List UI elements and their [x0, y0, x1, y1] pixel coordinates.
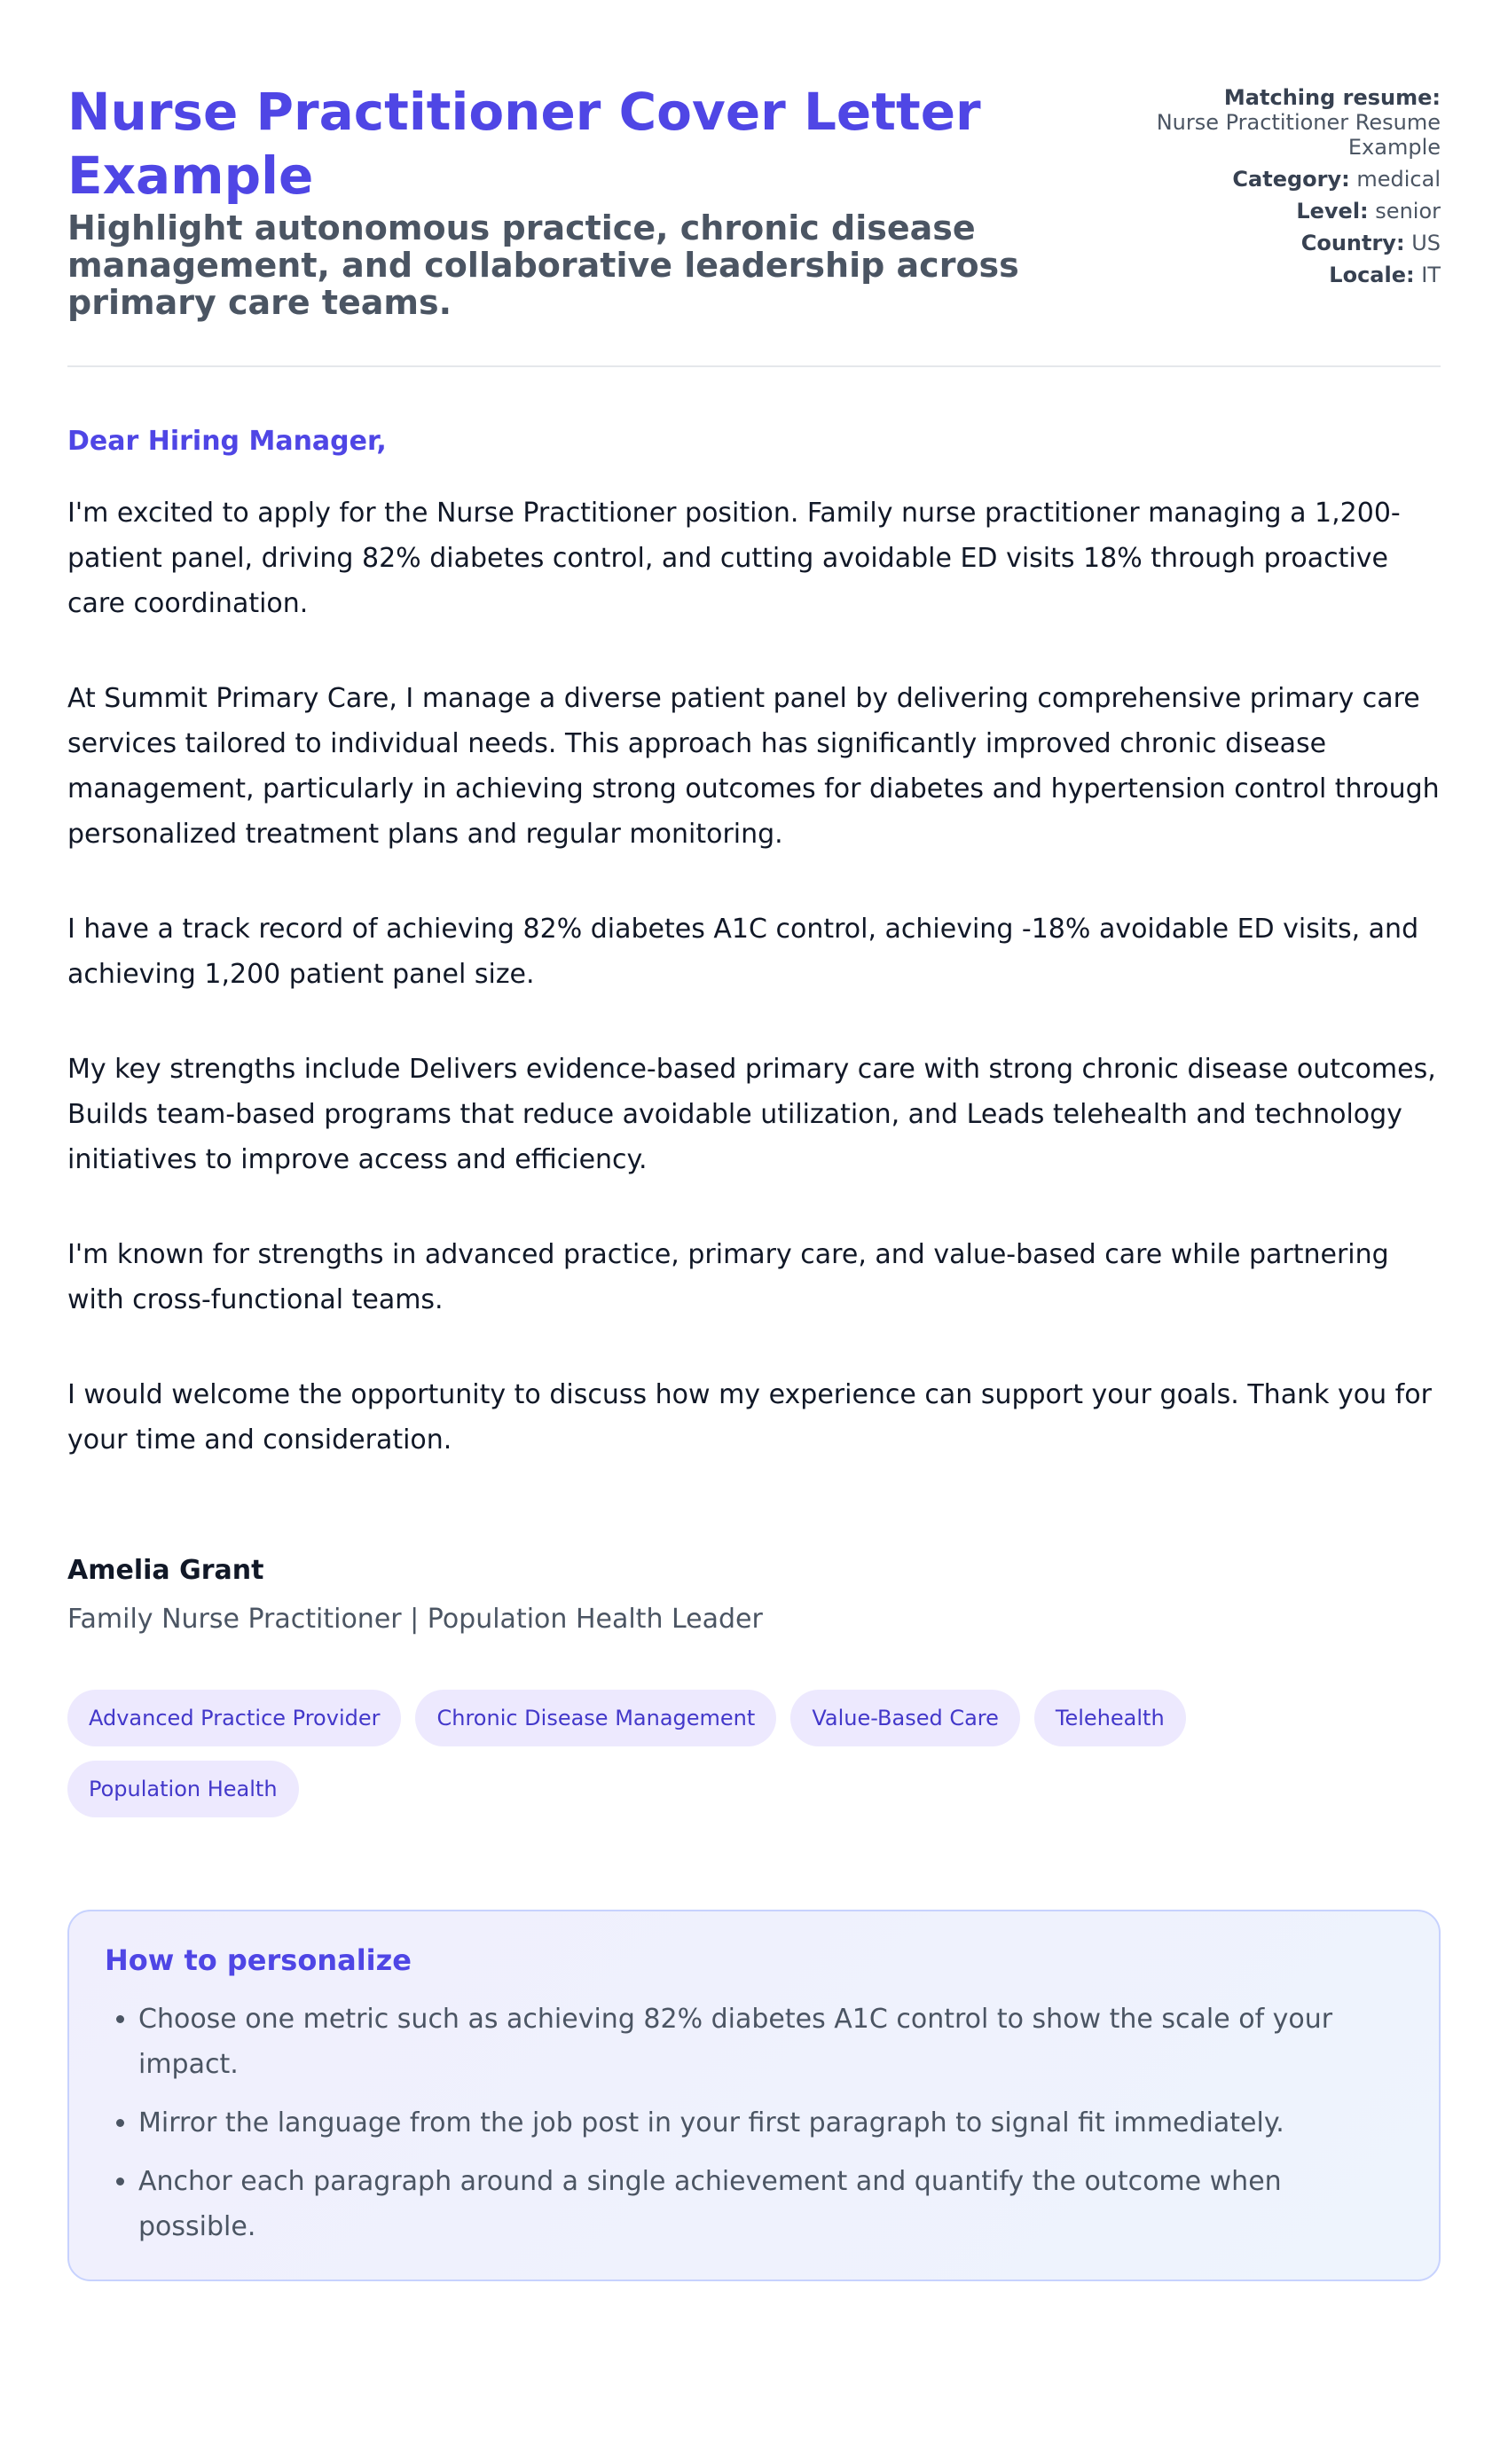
meta-level [1148, 199, 1441, 224]
tips-list-item: • Choose one metric such as achieving 82% diabetes A1C control to show the scale of your impact. [138, 1997, 1403, 2087]
keyword-tags [67, 1690, 1309, 1817]
meta-matching-resume-value[interactable]: Nurse Practitioner Resume Example [1156, 110, 1441, 160]
meta-category-value: medical [1356, 167, 1441, 192]
page-subtitle: Highlight autonomous practice, chronic disease management, and collaborative leadership across primary care teams. [67, 208, 1019, 322]
cover-letter-page [67, 0, 1441, 2281]
meta-matching-resume-label: Matching resume: [1223, 85, 1441, 110]
meta-country-label: Country: [1300, 231, 1405, 255]
tips-title: How to personalize [105, 1943, 412, 1977]
meta-category-label: Category: [1232, 167, 1350, 192]
tips-list-item: • Mirror the language from the job post in your first paragraph to signal fit immediately. [138, 2100, 1403, 2146]
meta-locale [1148, 263, 1441, 287]
meta-level-value: senior [1375, 199, 1441, 224]
keyword-tag: Advanced Practice Provider [67, 1690, 401, 1746]
meta-locale-label: Locale: [1329, 263, 1415, 287]
letter-paragraph: I'm known for strengths in advanced practice, primary care, and value-based care while partnering with cross-functional teams. [67, 1239, 1389, 1315]
letter-paragraph: At Summit Primary Care, I manage a diverse patient panel by delivering comprehensive primary care services tailored to individual needs. This approach has significantly improved chronic disease management, particularly in achieving strong outcomes for diabetes and hypertension control through personalized treatment plans and regular monitoring. [67, 683, 1440, 850]
signature-name: Amelia Grant [67, 1555, 264, 1586]
meta-country [1148, 231, 1441, 255]
letter-body [67, 367, 1441, 2281]
signature-block [67, 1555, 1441, 1635]
keyword-tag: Chronic Disease Management [415, 1690, 776, 1746]
tips-list [105, 1997, 1403, 2249]
personalize-tips-box [67, 1910, 1441, 2281]
page-title: Nurse Practitioner Cover Letter Example [67, 82, 981, 206]
keyword-tag: Telehealth [1034, 1690, 1186, 1746]
meta-level-label: Level: [1296, 199, 1369, 224]
tips-list-item: • Anchor each paragraph around a single achievement and quantify the outcome when possible. [138, 2159, 1403, 2249]
meta-category [1148, 167, 1441, 192]
meta-matching-resume [1148, 85, 1441, 160]
letter-paragraph: I have a track record of achieving 82% diabetes A1C control, achieving -18% avoidable ED visits, and achieving 1,200 patient panel size. [67, 914, 1419, 990]
meta-locale-value: IT [1421, 263, 1441, 287]
keyword-tag: Population Health [67, 1761, 299, 1817]
page-header [67, 80, 1441, 367]
letter-paragraph: I'm excited to apply for the Nurse Practitioner position. Family nurse practitioner managing a 1,200-patient panel, driving 82% diabetes control, and cutting avoidable ED visits 18% through proactive care coordination. [67, 498, 1401, 619]
header-titles [67, 80, 1043, 321]
signature-title: Family Nurse Practitioner | Population Health Leader [67, 1604, 763, 1635]
keyword-tag: Value-Based Care [790, 1690, 1020, 1746]
salutation: Dear Hiring Manager, [67, 426, 387, 457]
meta-country-value: US [1411, 231, 1441, 255]
letter-paragraph: My key strengths include Delivers evidence-based primary care with strong chronic disease outcomes, Builds team-based programs that reduce avoidable utilization, and Leads telehealth and technology initiatives to improve access and efficiency. [67, 1054, 1436, 1175]
meta-panel [1148, 80, 1441, 294]
letter-paragraph: I would welcome the opportunity to discuss how my experience can support your goals. Thank you for your time and consideration. [67, 1379, 1432, 1456]
